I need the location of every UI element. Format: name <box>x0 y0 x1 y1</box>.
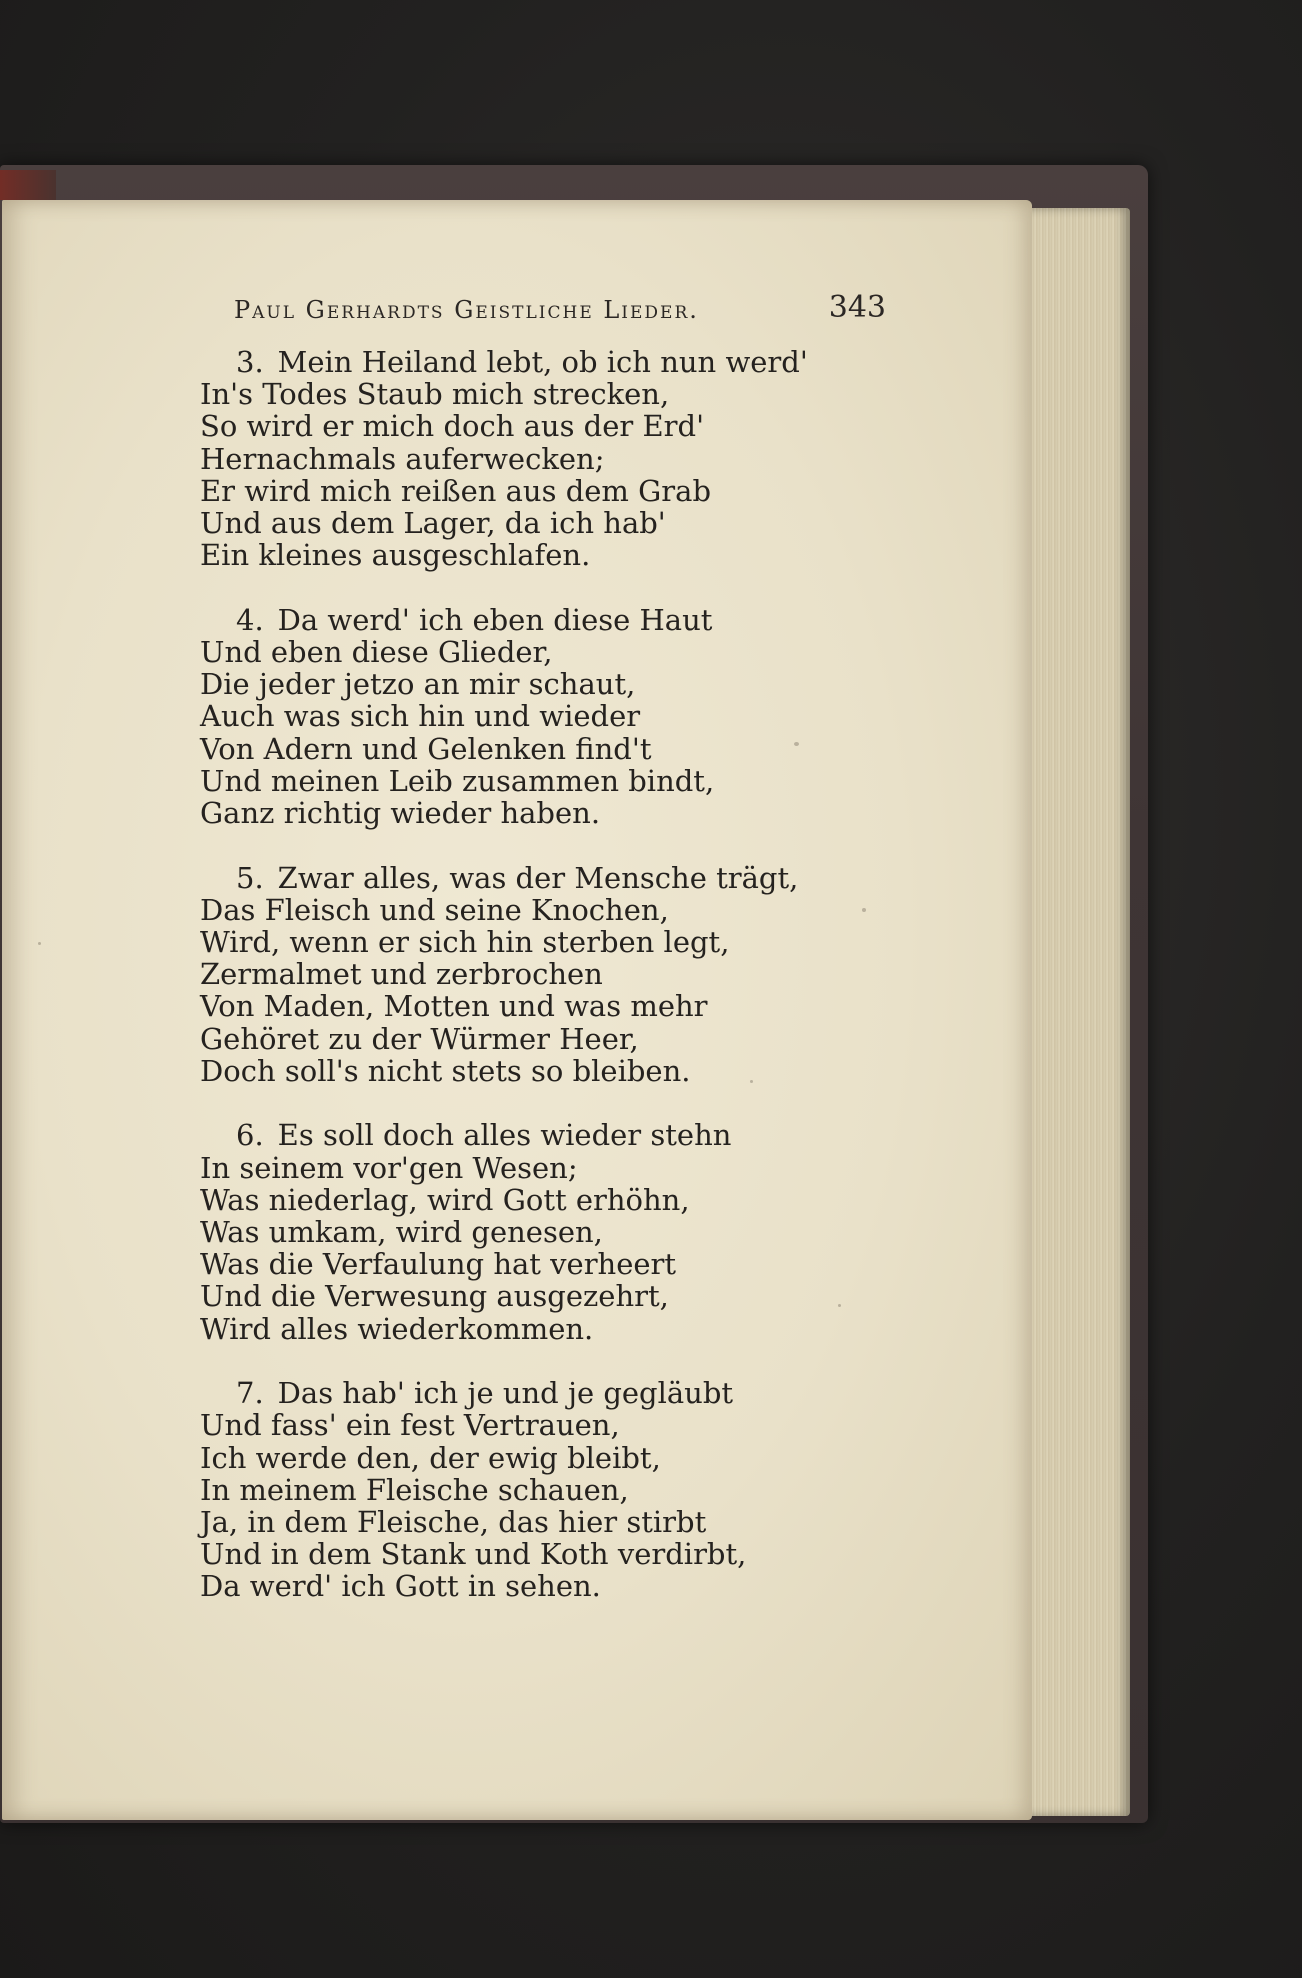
stanza-5 <box>200 862 900 1087</box>
stanza-4 <box>200 604 900 829</box>
stanza-line: Und fass' ein fest Vertrauen, <box>200 1408 620 1443</box>
stanza-line: Hernachmals auferwecken; <box>200 441 605 476</box>
stanza-line: Ja, in dem Fleische, das hier stirbt <box>200 1505 707 1539</box>
stanza-line: Gehöret zu der Würmer Heer, <box>200 1021 639 1056</box>
paper-fleck <box>750 1080 753 1083</box>
line-text: Mein Heiland lebt, ob ich nun werd' <box>277 345 808 379</box>
page-number: 343 <box>828 290 886 325</box>
stanza-line: Was umkam, wird genesen, <box>200 1215 603 1249</box>
stanza-number: 5. <box>236 860 264 895</box>
stanza-line: Wird alles wiederkommen. <box>200 1311 594 1346</box>
page-edges <box>1026 208 1130 1816</box>
line-text: Da werd' ich eben diese Haut <box>277 602 713 637</box>
stanza-line: Ein kleines ausgeschlafen. <box>200 538 591 573</box>
book-page <box>2 200 1032 1820</box>
stanza-number: 7. <box>236 1376 264 1411</box>
cover-spine-edge <box>0 170 56 200</box>
stanza-line: Doch soll's nicht stets so bleiben. <box>200 1053 691 1088</box>
paper-fleck <box>38 942 41 945</box>
poem-text <box>200 346 900 1635</box>
stanza-line: Was die Verfaulung hat verheert <box>200 1247 677 1282</box>
page-header <box>234 290 886 336</box>
stanza-line: Was niederlag, wird Gott erhöhn, <box>200 1182 690 1217</box>
paper-fleck <box>794 742 799 746</box>
stanza-line <box>200 862 900 894</box>
stanza-line: Und meinen Leib zusammen bindt, <box>200 763 715 798</box>
stanza-line: Von Maden, Motten und was mehr <box>200 989 708 1024</box>
stanza-number: 6. <box>236 1118 264 1153</box>
line-text: Es soll doch alles wieder stehn <box>277 1118 732 1153</box>
stanza-number: 4. <box>236 602 264 637</box>
running-title: Paul Gerhardts Geistliche Lieder. <box>234 296 699 324</box>
stanza-line: Von Adern und Gelenken find't <box>200 731 652 766</box>
stanza-line: Das Fleisch und seine Knochen, <box>200 892 669 927</box>
stanza-line: Und aus dem Lager, da ich hab' <box>200 505 666 540</box>
stanza-line <box>200 346 900 378</box>
stanza-6 <box>200 1119 900 1344</box>
stanza-line: Und in dem Stank und Koth verdirbt, <box>200 1537 747 1572</box>
stanza-line: Und eben diese Glieder, <box>200 635 553 669</box>
stanza-line: Er wird mich reißen aus dem Grab <box>200 473 712 508</box>
stanza-line: Zermalmet und zerbrochen <box>200 957 603 992</box>
stanza-7 <box>200 1377 900 1602</box>
stanza-line: Und die Verwesung ausgezehrt, <box>200 1279 669 1314</box>
stanza-line: In's Todes Staub mich strecken, <box>200 377 670 412</box>
stanza-number: 3. <box>236 345 264 379</box>
stanza-line: Ich werde den, der ewig bleibt, <box>200 1440 661 1475</box>
stanza-line: In seinem vor'gen Wesen; <box>200 1150 578 1185</box>
paper-fleck <box>838 1304 841 1307</box>
stanza-line: So wird er mich doch aus der Erd' <box>200 409 705 444</box>
stanza-line <box>200 1119 900 1151</box>
stanza-line: Da werd' ich Gott in sehen. <box>200 1569 601 1604</box>
stanza-line: Die jeder jetzo an mir schaut, <box>200 667 636 702</box>
stanza-line <box>200 604 900 636</box>
line-text: Das hab' ich je und je gegläubt <box>277 1376 734 1411</box>
stanza-line <box>200 1377 900 1409</box>
stanza-line: Auch was sich hin und wieder <box>200 699 641 734</box>
line-text: Zwar alles, was der Mensche trägt, <box>277 860 799 895</box>
stanza-line: Ganz richtig wieder haben. <box>200 795 601 830</box>
stanza-line: In meinem Fleische schauen, <box>200 1472 629 1507</box>
stanza-line: Wird, wenn er sich hin sterben legt, <box>200 925 730 959</box>
stanza-3 <box>200 346 900 571</box>
paper-fleck <box>862 908 866 912</box>
